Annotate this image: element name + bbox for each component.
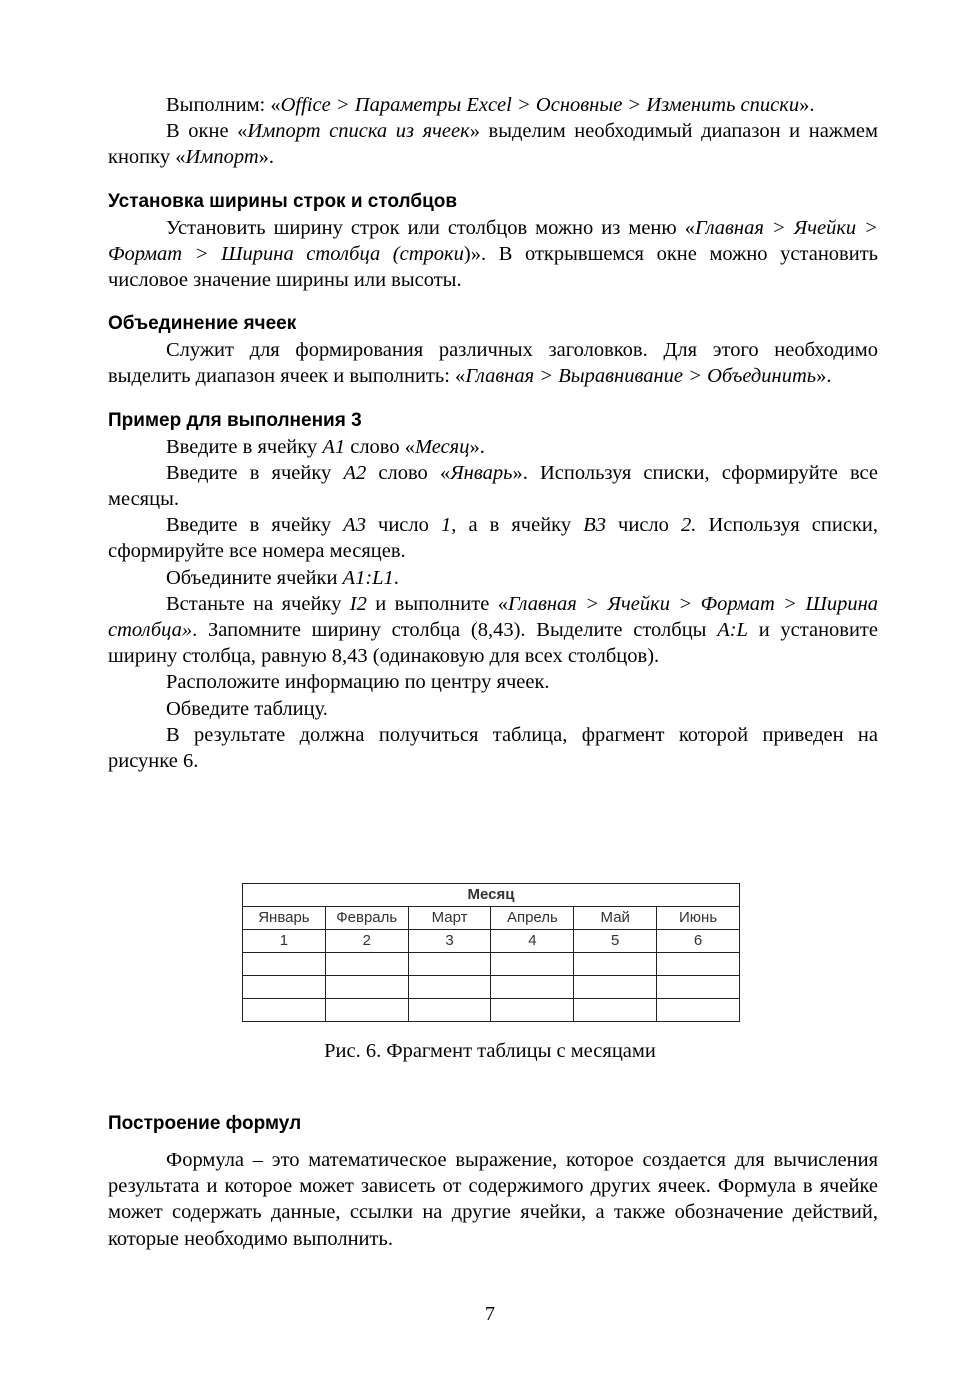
empty-cell — [325, 999, 408, 1022]
empty-cell — [243, 953, 326, 976]
empty-cell — [657, 976, 740, 999]
number-cell: 4 — [491, 930, 574, 953]
section-heading-formulas: Построение формул — [108, 1113, 302, 1134]
months-table-figure — [242, 883, 740, 1022]
section-heading-example-3: Пример для выполнения 3 — [108, 409, 362, 431]
formulas-section — [108, 1111, 878, 1252]
empty-cell — [408, 976, 491, 999]
empty-row — [243, 976, 740, 999]
number-cell: 2 — [325, 930, 408, 953]
example-step-4: Объедините ячейки A1:L1. — [166, 566, 399, 589]
section-heading-row-width: Установка ширины строк и столбцов — [108, 190, 458, 212]
number-cell: 1 — [243, 930, 326, 953]
merge-cells-paragraph: Служит для формирования различных заголовков. Для этого необходимо выделить диапазон ячеек и выполнить: «Главная > Выравнивание > Объединить». — [108, 339, 878, 388]
table-title-row — [243, 884, 740, 907]
months-table — [242, 883, 740, 1022]
months-row — [243, 907, 740, 930]
empty-cell — [574, 953, 657, 976]
number-cell: 6 — [657, 930, 740, 953]
empty-cell — [243, 999, 326, 1022]
empty-cell — [574, 999, 657, 1022]
numbers-row — [243, 930, 740, 953]
number-cell: 3 — [408, 930, 491, 953]
empty-cell — [657, 999, 740, 1022]
empty-cell — [491, 976, 574, 999]
month-cell: Март — [408, 907, 491, 930]
row-width-paragraph: Установить ширину строк или столбцов можно из меню «Главная > Ячейки > Формат > Ширина столбца (строки)». В открывшемся окне можно установить числовое значение ширины или высоты. — [108, 216, 879, 292]
example-step-1: Введите в ячейку A1 слово «Месяц». — [166, 435, 485, 458]
empty-cell — [657, 953, 740, 976]
table-title-cell: Месяц — [243, 884, 740, 907]
page-body — [108, 92, 878, 774]
empty-cell — [325, 976, 408, 999]
month-cell: Январь — [243, 907, 326, 930]
empty-cell — [408, 953, 491, 976]
number-cell: 5 — [574, 930, 657, 953]
example-step-6: Расположите информацию по центру ячеек. — [166, 671, 550, 694]
page-number: 7 — [485, 1303, 495, 1325]
empty-cell — [325, 953, 408, 976]
example-step-3: Введите в ячейку A3 число 1, а в ячейку B3 число 2. Используя списки, сформируйте все номера месяцев. — [108, 514, 878, 563]
empty-cell — [243, 976, 326, 999]
figure-caption: Рис. 6. Фрагмент таблицы с месяцами — [324, 1040, 656, 1062]
empty-cell — [408, 999, 491, 1022]
intro-paragraph-2: В окне «Импорт списка из ячеек» выделим необходимый диапазон и нажмем кнопку «Импорт». — [108, 120, 879, 169]
example-step-7: Обведите таблицу. — [166, 697, 328, 720]
empty-cell — [491, 953, 574, 976]
month-cell: Апрель — [491, 907, 574, 930]
month-cell: Июнь — [657, 907, 740, 930]
empty-row — [243, 953, 740, 976]
month-cell: Май — [574, 907, 657, 930]
example-step-8: В результате должна получиться таблица, фрагмент которой приведен на рисунке 6. — [108, 723, 878, 773]
formulas-paragraph: Формула – это математическое выражение, которое создается для вычисления результата и которое может зависеть от содержимого других ячеек. Формула в ячейке может содержать данные, ссылки на другие ячейки, а также обозначение действий, которые необходимо выполнить. — [108, 1149, 878, 1250]
empty-cell — [491, 999, 574, 1022]
month-cell: Февраль — [325, 907, 408, 930]
empty-cell — [574, 976, 657, 999]
example-step-5: Встаньте на ячейку I2 и выполните «Главная > Ячейки > Формат > Ширина столбца». Запомните ширину столбца (8,43). Выделите столбцы A:L и установите ширину столбца, равную 8,43 (одинаковую для всех столбцов). — [108, 592, 878, 668]
section-heading-merge-cells: Объединение ячеек — [108, 313, 297, 335]
empty-row — [243, 999, 740, 1022]
example-step-2: Введите в ячейку A2 слово «Январь». Используя списки, сформируйте все месяцы. — [108, 461, 878, 511]
intro-paragraph-1: Выполним: «Office > Параметры Excel > Основные > Изменить списки». — [166, 94, 815, 116]
